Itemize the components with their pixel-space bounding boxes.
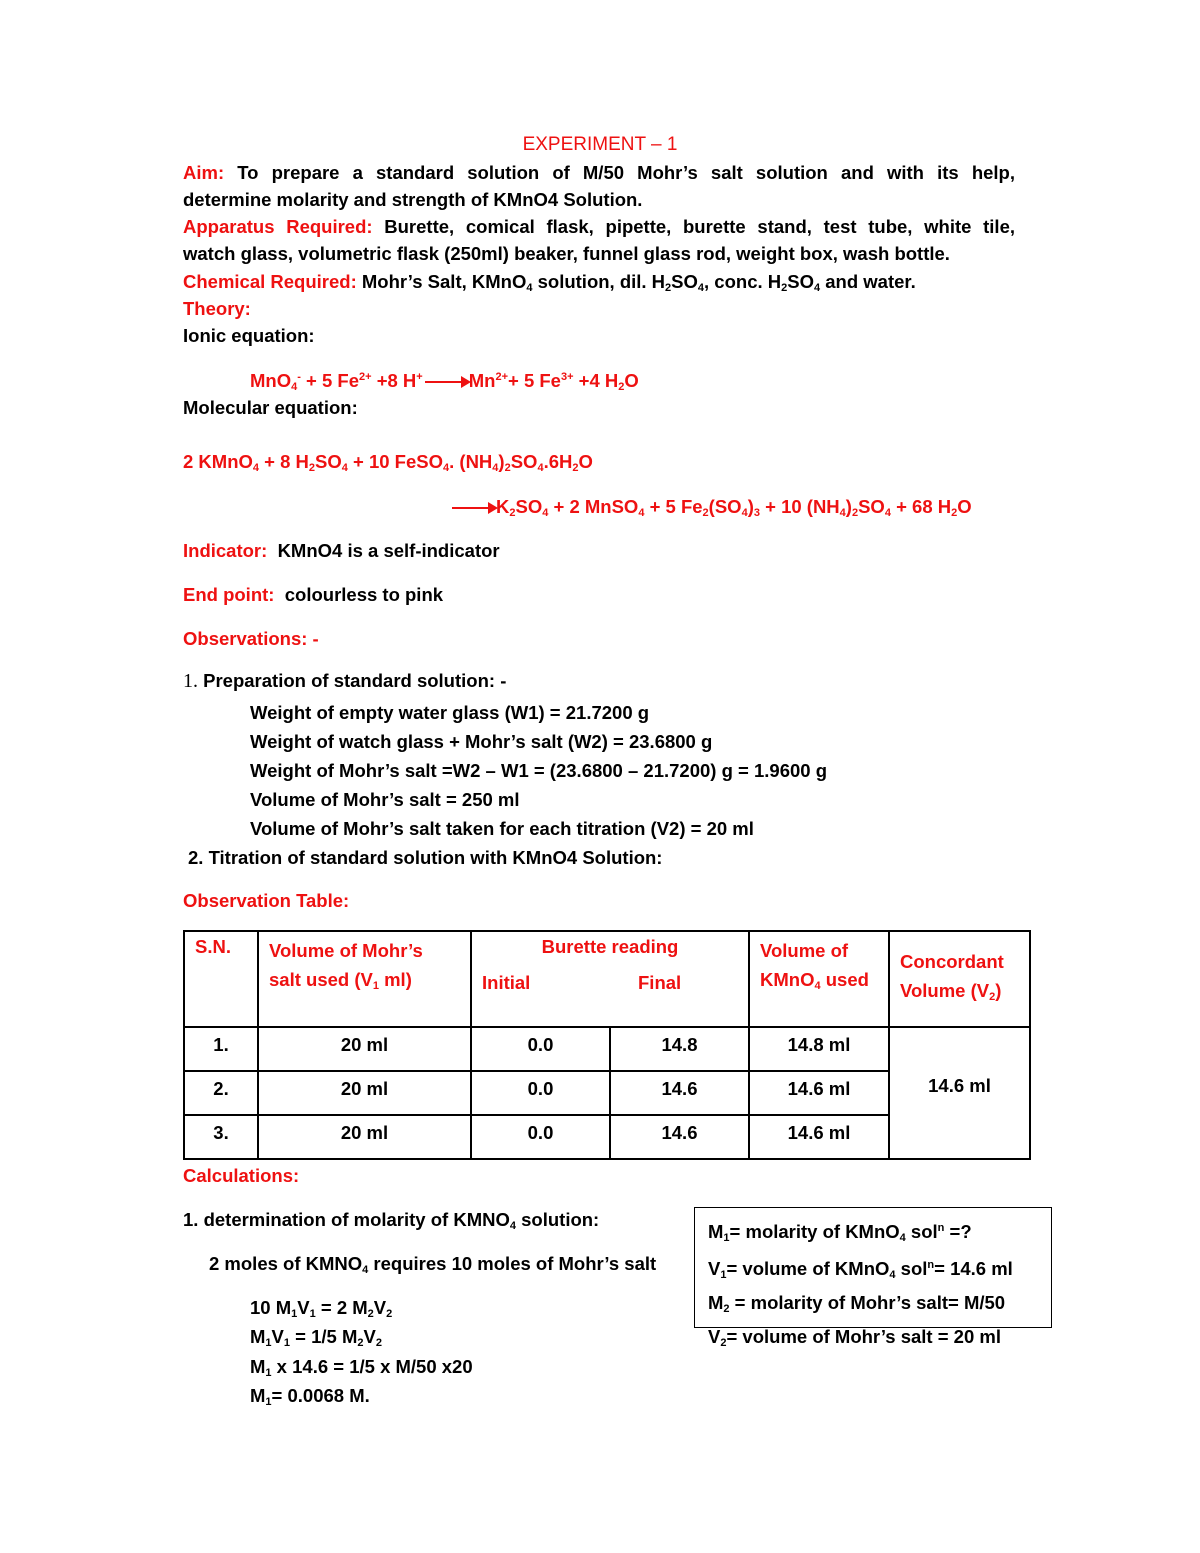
theory-label: Theory: xyxy=(183,298,251,319)
header-initial: Initial xyxy=(482,972,531,993)
titration-heading: 2. Titration of standard solution with KMnO4 Solution: xyxy=(188,847,663,868)
calc-step-1: 1. determination of molarity of $KMNO_4$ solution: xyxy=(183,1209,600,1232)
prep-line: Weight of watch glass + Mohr’s salt (W2) = 23.6800 g xyxy=(250,731,713,752)
indicator-line xyxy=(183,540,500,562)
calc-equation: 10 $M_1V_1 = 2$ $M_2V_2$ xyxy=(250,1297,393,1320)
reaction-arrow-icon xyxy=(425,381,469,383)
prep-heading: 1. Preparation of standard solution: - xyxy=(183,670,507,692)
calc-equation: $M_1$ x 14.6 = 1/5 x M/50 x20 xyxy=(250,1356,473,1379)
molecular-equation-products: $K_2SO_4 + 2$ MnSO$_4$ + 5 $Fe_2(SO_4)_3 + 10$ $(NH_4)_2SO_4 + 68$ $H_2O$ xyxy=(450,496,972,519)
chemicals-line: Chemical Required: Mohr’s Salt, KMnO$_4$ solution, dil. $H_2SO_4$, conc. $H_2SO_4$ and water. xyxy=(183,271,916,294)
end-point-value: colourless to pink xyxy=(284,584,444,605)
ionic-equation-label: Ionic equation: xyxy=(183,325,315,346)
aim-text-1: To prepare a standard solution of M/50 Mohr’s salt solution and with its help, xyxy=(237,162,1015,183)
calc-moles-line: 2 moles of $KMNO_4$ requires 10 moles of Mohr’s salt xyxy=(209,1253,657,1276)
header-burette-reading: Burette reading Initial Final xyxy=(471,931,749,1027)
molecular-equation-label: Molecular equation: xyxy=(183,397,358,418)
calc-equation: $M_1V_1 = 1/5$ $M_2V_2$ xyxy=(250,1326,382,1349)
indicator-value: KMnO4 is a self-indicator xyxy=(277,540,500,561)
apparatus-text-1: Burette, comical flask, pipette, burette stand, test tube, white tile, xyxy=(384,216,1016,237)
aim-text-2: determine molarity and strength of KMnO4 Solution. xyxy=(183,189,643,210)
legend-line: $M_2$ = molarity of Mohr’s salt= M/50 xyxy=(708,1292,1006,1315)
indicator-label: Indicator: xyxy=(183,540,268,561)
reaction-arrow-icon xyxy=(452,507,496,509)
prep-line: Volume of Mohr’s salt = 250 ml xyxy=(250,789,520,810)
prep-line: Volume of Mohr’s salt taken for each titration (V2) = 20 ml xyxy=(250,818,754,839)
header-kmno4-volume: Volume of KMnO$_4$ used xyxy=(749,931,889,1027)
header-sn: S.N. xyxy=(184,931,258,1027)
molecular-equation-reactants: 2 KMnO$_4$ + 8 $H_2SO_4 + 10$ FeSO$_4$. $(NH_4)_2SO_4.6H_2O$ xyxy=(183,451,593,474)
apparatus-label: Apparatus Required: xyxy=(183,216,373,237)
apparatus-text-2: watch glass, volumetric flask (250ml) beaker, funnel glass rod, weight box, wash bottle. xyxy=(183,243,950,264)
concordant-value: 14.6 ml xyxy=(889,1027,1030,1159)
observation-table-label: Observation Table: xyxy=(183,890,350,911)
table-row: 2. 20 ml 0.0 14.6 14.6 ml xyxy=(184,1071,1030,1115)
prep-line: Weight of Mohr’s salt =W2 – W1 = (23.6800 – 21.7200) g = 1.9600 g xyxy=(250,760,827,781)
header-concordant: Concordant Volume $(V_2)$ xyxy=(889,931,1030,1027)
table-row: 1. 20 ml 0.0 14.8 14.8 ml 14.6 ml xyxy=(184,1027,1030,1071)
header-mohr-volume: Volume of Mohr’s salt used ($V_1$ ml) xyxy=(258,931,471,1027)
calculations-label: Calculations: xyxy=(183,1165,300,1186)
observations-label: Observations: - xyxy=(183,628,319,649)
end-point-label: End point: xyxy=(183,584,275,605)
table-header-row xyxy=(184,931,1030,1027)
end-point-line xyxy=(183,584,443,606)
apparatus-line-1 xyxy=(183,216,1015,238)
calc-result: $M_1= 0.0068$ M. xyxy=(250,1385,370,1408)
header-final: Final xyxy=(638,972,682,993)
aim-label: Aim: xyxy=(183,162,225,183)
legend-line: $M_1=$ molarity of KMnO$_4$ sol$^n$ =? xyxy=(708,1221,972,1244)
legend-line: $V_2=$ volume of Mohr’s salt = 20 ml xyxy=(708,1326,1001,1349)
variable-legend-box xyxy=(694,1207,1052,1349)
page-title: EXPERIMENT – 1 xyxy=(522,134,678,155)
aim-line-1 xyxy=(183,162,1015,184)
observation-table xyxy=(183,930,1031,1160)
chemicals-label: Chemical Required: xyxy=(183,271,357,292)
ionic-equation: MnO$_4$- + 5 $Fe^{2+} +8$ H+ $Mn^{2+}+ 5$ $Fe^{3+} +4$ $H_2O$ xyxy=(250,370,639,393)
table-row: 3. 20 ml 0.0 14.6 14.6 ml xyxy=(184,1115,1030,1159)
legend-line: $V_1=$ volume of KMnO$_4$ sol$^n$= 14.6 ml xyxy=(708,1258,1013,1281)
prep-line: Weight of empty water glass (W1) = 21.7200 g xyxy=(250,702,650,723)
